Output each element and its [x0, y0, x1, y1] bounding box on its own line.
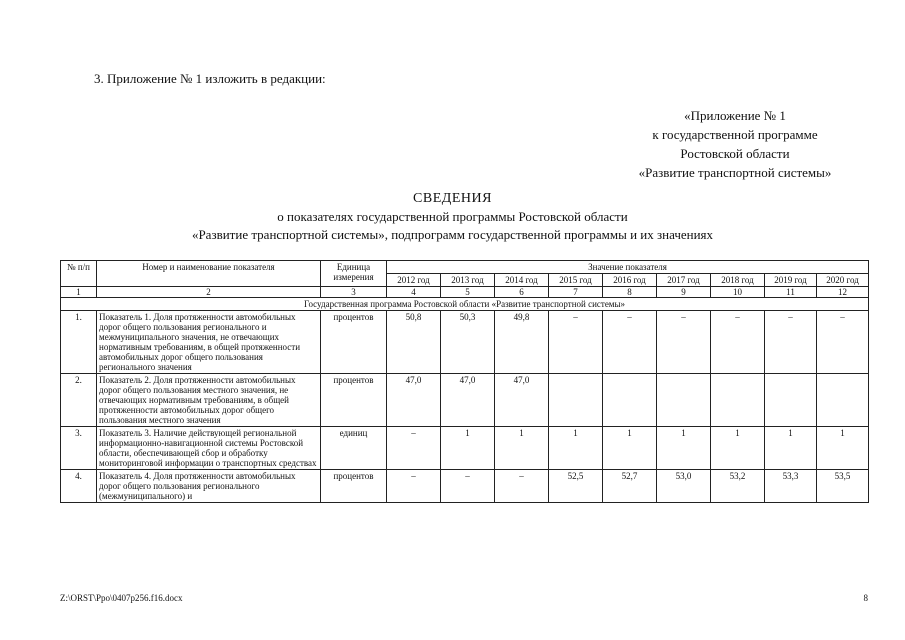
year-header: 2016 год	[603, 274, 657, 287]
year-header: 2012 год	[387, 274, 441, 287]
indicator-unit: процентов	[321, 311, 387, 374]
column-number: 9	[657, 287, 711, 298]
indicator-value: 52,7	[603, 470, 657, 503]
footer-file-path: Z:\ORST\Ppo\0407p256.f16.docx	[60, 593, 183, 603]
table-row	[61, 470, 869, 503]
year-header: 2014 год	[495, 274, 549, 287]
heading-line-1: о показателях государственной программы Ростовской области	[277, 209, 628, 224]
indicator-name: Показатель 1. Доля протяженности автомобильных дорог общего пользования регионального и межмуниципального значения, не отвечающих нормативным требованиям, в общей протяженности автомобильных дорог общего пользования регионального значения	[97, 311, 321, 374]
indicator-value: 47,0	[495, 374, 549, 427]
indicator-value	[817, 374, 869, 427]
appendix-line: «Приложение № 1	[684, 108, 786, 123]
year-header: 2020 год	[817, 274, 869, 287]
row-number: 4.	[61, 470, 97, 503]
indicator-value: 1	[441, 427, 495, 470]
year-header: 2015 год	[549, 274, 603, 287]
indicator-value: 47,0	[387, 374, 441, 427]
indicator-value: 1	[657, 427, 711, 470]
appendix-line: «Развитие транспортной системы»	[638, 165, 832, 180]
indicator-value: 1	[765, 427, 817, 470]
col-header-name: Номер и наименование показателя	[97, 261, 321, 287]
document-heading	[0, 190, 905, 244]
indicator-value	[603, 374, 657, 427]
heading-title: СВЕДЕНИЯ	[413, 191, 492, 206]
indicator-value: 53,0	[657, 470, 711, 503]
indicator-value: –	[549, 311, 603, 374]
indicator-value: 49,8	[495, 311, 549, 374]
year-header: 2018 год	[711, 274, 765, 287]
table-row	[61, 374, 869, 427]
indicator-value: –	[657, 311, 711, 374]
indicator-value	[657, 374, 711, 427]
indicator-value: 53,3	[765, 470, 817, 503]
indicator-value: –	[495, 470, 549, 503]
appendix-line: Ростовской области	[680, 146, 790, 161]
col-header-number: № п/п	[61, 261, 97, 287]
col-header-values: Значение показателя	[387, 261, 869, 274]
column-number: 8	[603, 287, 657, 298]
appendix-header	[605, 106, 865, 182]
indicator-value: 50,8	[387, 311, 441, 374]
appendix-line: к государственной программе	[652, 127, 818, 142]
row-number: 1.	[61, 311, 97, 374]
indicator-value: –	[765, 311, 817, 374]
indicator-value: 1	[817, 427, 869, 470]
indicator-value: –	[441, 470, 495, 503]
indicator-name: Показатель 2. Доля протяженности автомобильных дорог общего пользования местного значения, не отвечающих нормативным требованиям, в общей протяженности автомобильных дорог общего пользования местного значения	[97, 374, 321, 427]
column-number: 2	[97, 287, 321, 298]
column-number: 6	[495, 287, 549, 298]
column-number: 3	[321, 287, 387, 298]
year-header: 2017 год	[657, 274, 711, 287]
column-number: 11	[765, 287, 817, 298]
indicator-unit: процентов	[321, 470, 387, 503]
indicator-value	[765, 374, 817, 427]
amendment-line: 3. Приложение № 1 изложить в редакции:	[94, 71, 326, 86]
indicator-value: 1	[549, 427, 603, 470]
indicator-value: –	[711, 311, 765, 374]
program-title: Государственная программа Ростовской области «Развитие транспортной системы»	[61, 298, 869, 311]
indicator-value: 53,2	[711, 470, 765, 503]
year-header: 2013 год	[441, 274, 495, 287]
column-number: 10	[711, 287, 765, 298]
indicator-value: –	[387, 427, 441, 470]
column-number: 12	[817, 287, 869, 298]
column-number: 7	[549, 287, 603, 298]
heading-line-2: «Развитие транспортной системы», подпрограмм государственной программы и их значениях	[191, 227, 714, 242]
indicator-value: 1	[603, 427, 657, 470]
indicators-table	[60, 260, 869, 503]
indicator-value: –	[603, 311, 657, 374]
indicator-value: –	[387, 470, 441, 503]
table-row	[61, 311, 869, 374]
footer-page-number: 8	[863, 593, 868, 603]
indicator-name: Показатель 3. Наличие действующей региональной информационно-навигационной системы Ростовской области, обеспечивающей сбор и обработку мониторинговой информации о транспортных средствах	[97, 427, 321, 470]
col-header-unit: Единица измерения	[321, 261, 387, 287]
column-number: 4	[387, 287, 441, 298]
column-number: 5	[441, 287, 495, 298]
indicator-value: 47,0	[441, 374, 495, 427]
indicator-value: –	[817, 311, 869, 374]
row-number: 3.	[61, 427, 97, 470]
column-number: 1	[61, 287, 97, 298]
column-number-row	[61, 287, 869, 298]
indicator-name: Показатель 4. Доля протяженности автомобильных дорог общего пользования регионального (межмуниципального) и	[97, 470, 321, 503]
indicator-unit: процентов	[321, 374, 387, 427]
indicator-value: 1	[711, 427, 765, 470]
indicator-value: 50,3	[441, 311, 495, 374]
row-number: 2.	[61, 374, 97, 427]
indicator-value	[711, 374, 765, 427]
year-header: 2019 год	[765, 274, 817, 287]
indicator-value: 1	[495, 427, 549, 470]
table-row	[61, 427, 869, 470]
indicator-unit: единиц	[321, 427, 387, 470]
program-row	[61, 298, 869, 311]
indicator-value: 53,5	[817, 470, 869, 503]
indicator-value	[549, 374, 603, 427]
indicator-value: 52,5	[549, 470, 603, 503]
